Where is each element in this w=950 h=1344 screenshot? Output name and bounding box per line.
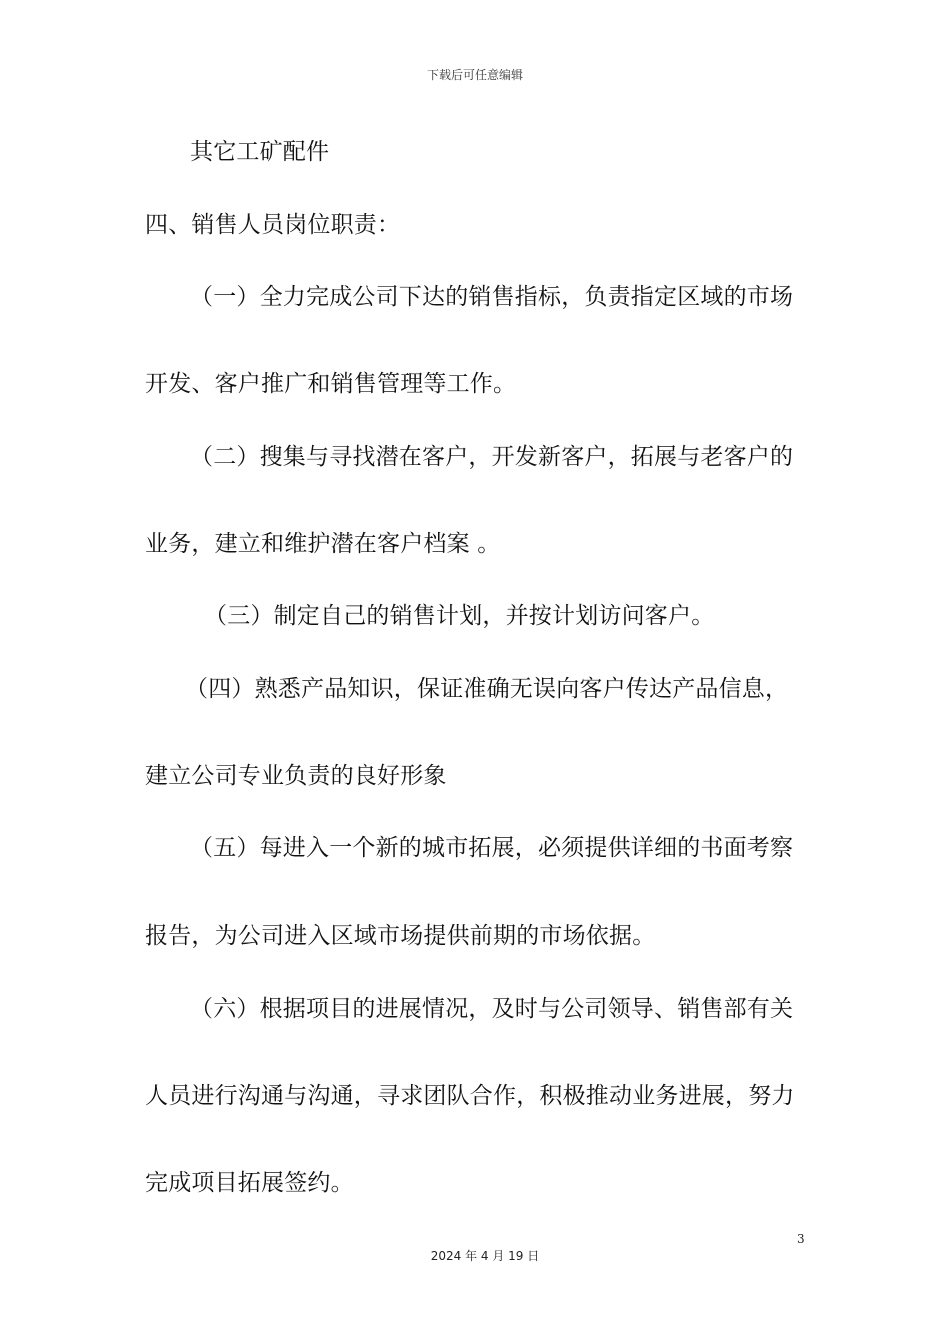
- body-line-12: （六）根据项目的进展情况，及时与公司领导、销售部有关: [190, 996, 794, 1022]
- body-line-5: （二）搜集与寻找潜在客户，开发新客户，拓展与老客户的: [190, 444, 794, 470]
- body-line-14: 完成项目拓展签约。: [145, 1170, 354, 1196]
- body-line-8: （四）熟悉产品知识，保证准确无误向客户传达产品信息，: [185, 676, 789, 702]
- section-heading: 四、销售人员岗位职责：: [145, 212, 401, 238]
- body-line-11: 报告，为公司进入区域市场提供前期的市场依据。: [145, 923, 656, 949]
- page-footer-date: 2024 年 4 月 19 日: [430, 1249, 540, 1263]
- body-line-4: 开发、客户推广和销售管理等工作。: [145, 371, 517, 397]
- body-line-6: 业务，建立和维护潜在客户档案 。: [145, 531, 501, 557]
- body-line-7: （三）制定自己的销售计划，并按计划访问客户。: [204, 603, 715, 629]
- body-line-9: 建立公司专业负责的良好形象: [145, 763, 447, 789]
- body-line-3: （一）全力完成公司下达的销售指标，负责指定区域的市场: [190, 284, 794, 310]
- body-line-10: （五）每进入一个新的城市拓展，必须提供详细的书面考察: [190, 835, 794, 861]
- body-line-1: 其它工矿配件: [190, 139, 330, 165]
- page-header: 下载后可任意编辑: [426, 68, 523, 82]
- page-number: 3: [797, 1232, 805, 1246]
- body-line-13: 人员进行沟通与沟通，寻求团队合作，积极推动业务进展，努力: [145, 1083, 795, 1109]
